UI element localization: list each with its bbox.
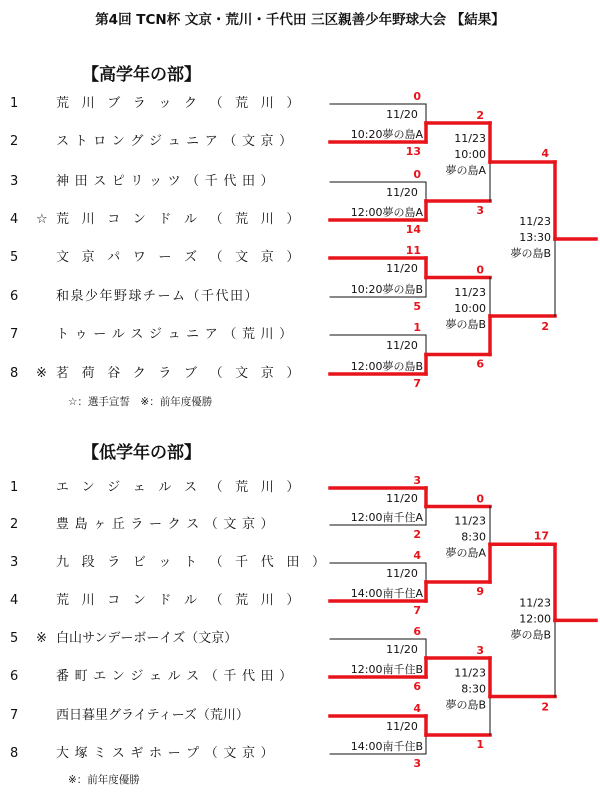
match-date: 11/20 — [386, 643, 418, 656]
team-name: 九 段 ラ ビ ッ ト （ 千 代 田 ） — [56, 555, 330, 570]
team-name: 番 町 エ ン ジ ェ ル ス （ 千 代 田 ） — [56, 669, 294, 684]
match-date: 11/20 — [386, 262, 418, 275]
score-bottom: 9 — [476, 585, 484, 598]
team-seed-number: 1 — [10, 480, 19, 495]
score-top: 11 — [405, 244, 421, 257]
final-time: 13:30 — [519, 231, 551, 244]
score-bottom: 7 — [413, 377, 421, 390]
team-name: ト ゥ ー ル ス ジ ュ ニ ア （ 荒 川 ） — [56, 327, 294, 342]
page-title: 第4回 TCN杯 文京・荒川・千代田 三区親善少年野球大会 【結果】 — [95, 12, 505, 28]
score-bottom: 6 — [476, 357, 484, 371]
score-bottom: 3 — [413, 757, 421, 770]
team-name: 文 京 パ ワ ー ズ （ 文 京 ） — [56, 250, 305, 265]
final-score-top: 4 — [541, 147, 549, 160]
team-mark: ※ — [36, 631, 47, 646]
team-seed-number: 3 — [10, 555, 19, 570]
team-seed-number: 2 — [10, 134, 19, 149]
score-bottom: 2 — [413, 528, 421, 541]
final-venue: 夢の島B — [510, 628, 551, 642]
match-time-venue: 12:00南千住B — [350, 663, 423, 676]
team-seed-number: 1 — [10, 96, 19, 111]
team-name: 茗 荷 谷 ク ラ ブ （ 文 京 ） — [56, 366, 305, 381]
match-date: 11/20 — [386, 567, 418, 580]
score-top: 6 — [413, 625, 421, 638]
team-mark: ※ — [36, 366, 47, 381]
team-name: 西日暮里グライティーズ（荒川） — [56, 708, 249, 723]
final-date: 11/23 — [519, 596, 551, 610]
match-time-venue: 14:00南千住B — [350, 740, 423, 753]
team-name: 大 塚 ミ ス ギ ホ ー プ （ 文 京 ） — [56, 746, 276, 761]
score-top: 0 — [476, 492, 484, 506]
score-bottom: 5 — [413, 300, 421, 313]
match-time: 10:00 — [454, 148, 486, 161]
team-mark: ☆ — [36, 212, 48, 227]
match-date: 11/23 — [454, 666, 486, 680]
team-seed-number: 6 — [10, 289, 19, 304]
score-top: 0 — [413, 90, 421, 103]
score-top: 3 — [476, 644, 484, 657]
upper-division-title: 【高学年の部】 — [82, 65, 201, 85]
team-seed-number: 5 — [10, 631, 19, 646]
team-seed-number: 8 — [10, 366, 19, 381]
match-time: 8:30 — [461, 682, 486, 696]
final-score-bottom: 2 — [541, 700, 549, 714]
team-seed-number: 5 — [10, 250, 19, 265]
team-seed-number: 7 — [10, 708, 19, 723]
team-name: 白山サンデーボーイズ（文京） — [56, 631, 238, 646]
team-seed-number: 3 — [10, 174, 19, 189]
score-top: 3 — [413, 474, 421, 487]
final-date: 11/23 — [519, 215, 551, 228]
match-time-venue: 12:00南千住A — [350, 511, 423, 524]
match-date: 11/20 — [386, 108, 418, 121]
match-time-venue: 12:00夢の島A — [350, 206, 423, 219]
final-score-top: 17 — [533, 529, 549, 543]
team-name: 神 田 ス ピ リ ッ ツ （ 千 代 田 ） — [56, 174, 276, 189]
team-seed-number: 6 — [10, 669, 19, 684]
match-time-venue: 10:20夢の島B — [350, 283, 423, 296]
score-bottom: 14 — [405, 223, 421, 236]
lower-division-title: 【低学年の部】 — [82, 443, 201, 463]
match-time-venue: 12:00夢の島B — [350, 360, 423, 373]
match-date: 11/23 — [454, 132, 486, 145]
score-top: 4 — [413, 549, 421, 562]
team-seed-number: 7 — [10, 327, 19, 342]
score-top: 0 — [476, 263, 484, 277]
match-time: 10:00 — [454, 302, 486, 315]
score-top: 2 — [476, 109, 484, 122]
final-venue: 夢の島B — [510, 247, 551, 260]
score-bottom: 6 — [413, 680, 421, 693]
match-venue: 夢の島B — [445, 318, 486, 331]
score-top: 4 — [413, 702, 421, 715]
score-bottom: 7 — [413, 604, 421, 617]
team-name: 和泉少年野球チーム（千代田） — [56, 289, 260, 304]
score-bottom: 13 — [405, 145, 421, 158]
team-seed-number: 4 — [10, 212, 19, 227]
match-venue: 夢の島B — [445, 698, 486, 712]
match-venue: 夢の島A — [445, 546, 486, 560]
score-bottom: 1 — [476, 738, 484, 751]
team-seed-number: 2 — [10, 517, 19, 532]
match-time-venue: 14:00南千住A — [350, 587, 423, 600]
match-date: 11/20 — [386, 339, 418, 352]
match-date: 11/20 — [386, 492, 418, 505]
final-score-bottom: 2 — [541, 320, 549, 333]
team-name: 荒 川 ブ ラ ッ ク （ 荒 川 ） — [56, 96, 305, 111]
team-name: 荒 川 コ ン ド ル （ 荒 川 ） — [56, 593, 305, 608]
team-seed-number: 4 — [10, 593, 19, 608]
match-date: 11/20 — [386, 186, 418, 199]
match-time: 8:30 — [461, 530, 486, 544]
score-top: 1 — [413, 321, 421, 334]
match-time-venue: 10:20夢の島A — [350, 128, 423, 141]
upper-division-legend-note: ☆：選手宣誓 ※：前年度優勝 — [68, 396, 213, 408]
team-name: ス ト ロ ン グ ジ ュ ニ ア （ 文 京 ） — [56, 134, 294, 149]
match-venue: 夢の島A — [445, 164, 486, 177]
match-date: 11/23 — [454, 514, 486, 528]
team-name: 荒 川 コ ン ド ル （ 荒 川 ） — [56, 212, 305, 227]
final-time: 12:00 — [519, 612, 551, 626]
team-name: 豊 島 ヶ 丘 ラ ー ク ス （ 文 京 ） — [56, 517, 276, 532]
match-date: 11/23 — [454, 286, 486, 299]
match-date: 11/20 — [386, 720, 418, 733]
score-top: 0 — [413, 168, 421, 181]
team-name: エ ン ジ ェ ル ス （ 荒 川 ） — [56, 480, 305, 495]
lower-division-legend-note: ※：前年度優勝 — [68, 774, 140, 786]
team-seed-number: 8 — [10, 746, 19, 761]
score-bottom: 3 — [476, 204, 484, 217]
